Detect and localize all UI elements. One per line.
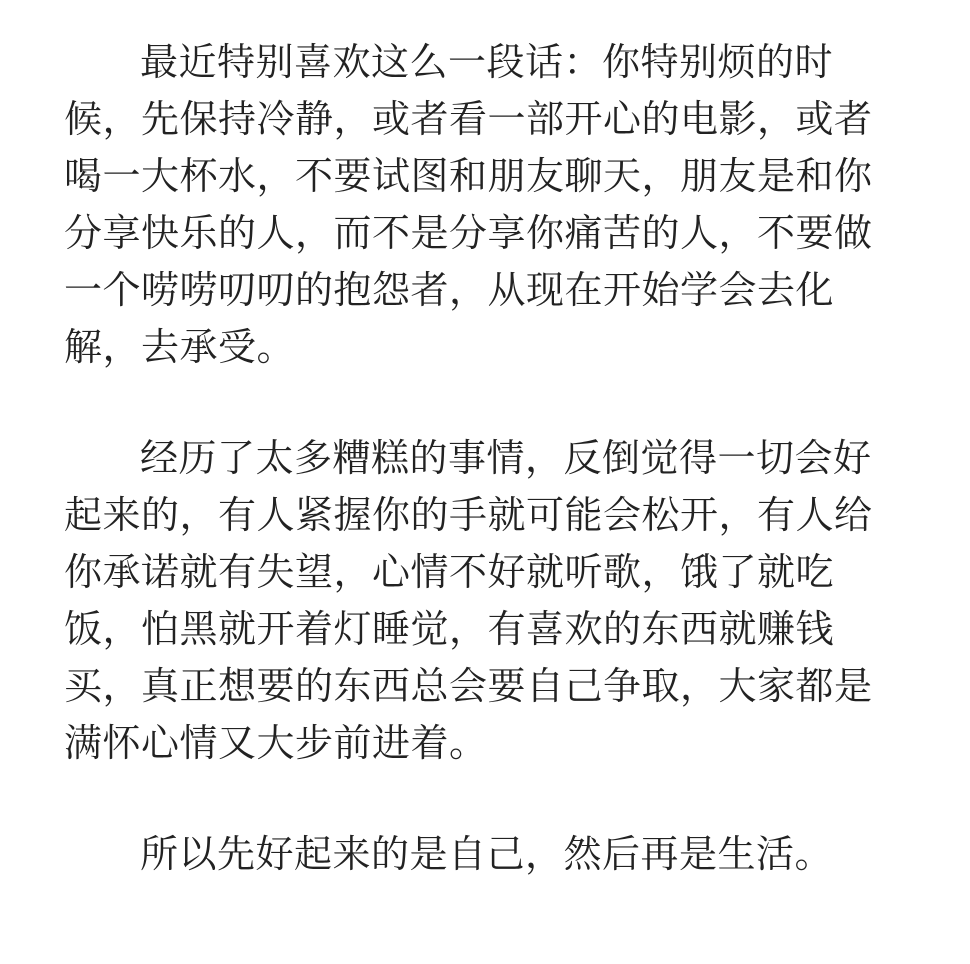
paragraph-spacer <box>64 376 884 430</box>
paragraph-3: 所以先好起来的是自己，然后再是生活。 <box>140 832 834 876</box>
paragraph-2: 经历了太多糟糕的事情，反倒觉得一切会好起来的，有人紧握你的手就可能会松开，有人给你承诺就有失望，心情不好就听歌，饿了就吃饭，怕黑就开着灯睡觉，有喜欢的东西就赚钱买，真正想要的东西总会要自己争取，大家都是满怀心情又大步前进着。 <box>64 436 873 765</box>
text-body <box>64 34 884 883</box>
paragraph-spacer <box>64 772 884 826</box>
paragraph-1: 最近特别喜欢这么一段话：你特别烦的时候，先保持冷静，或者看一部开心的电影，或者喝一大杯水，不要试图和朋友聊天，朋友是和你分享快乐的人，而不是分享你痛苦的人，不要做一个唠唠叨叨的抱怨者，从现在开始学会去化解，去承受。 <box>64 40 873 369</box>
